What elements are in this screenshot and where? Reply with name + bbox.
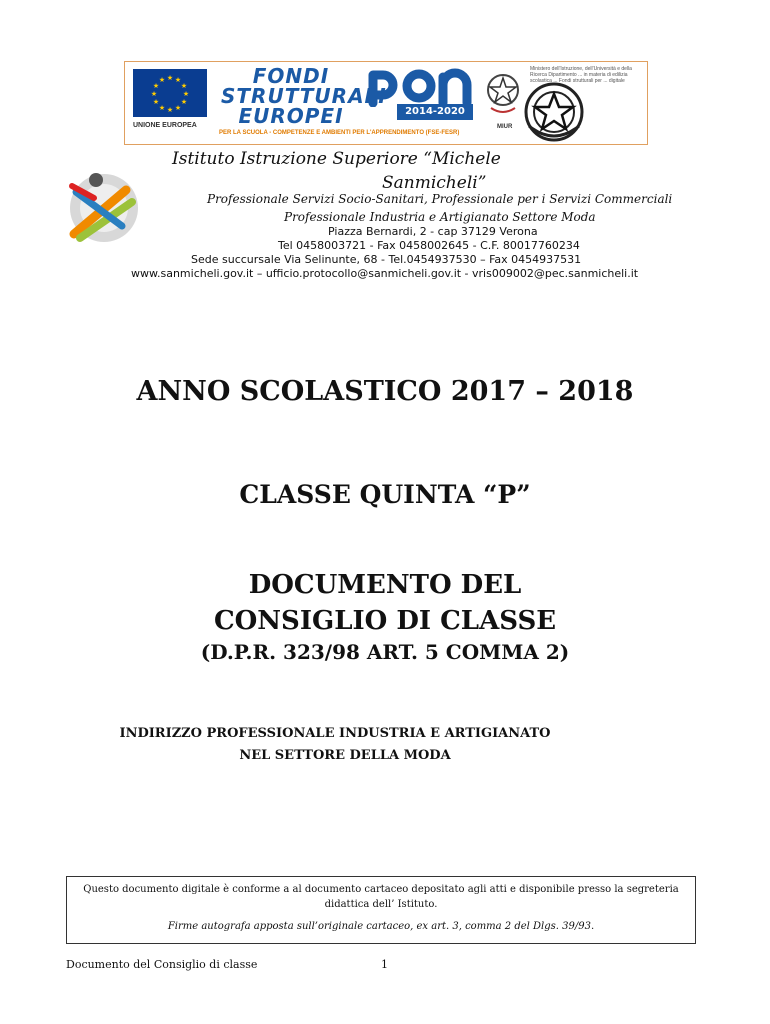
- school-subtitle: Professionale Servizi Socio-Sanitari, Professionale per i Servizi Commerciali: [207, 192, 673, 206]
- svg-text:★: ★: [158, 104, 166, 112]
- svg-text:★: ★: [174, 104, 182, 112]
- svg-text:★: ★: [180, 98, 188, 106]
- svg-text:★: ★: [152, 98, 160, 106]
- svg-text:★: ★: [182, 90, 190, 98]
- fondi-strutturali-logo: [221, 64, 387, 128]
- svg-text:★: ★: [166, 106, 174, 114]
- school-web-emails: www.sanmicheli.gov.it – ufficio.protocollo@sanmicheli.gov.it - vris009002@pec.sanmicheli.it: [131, 267, 639, 280]
- svg-text:★: ★: [150, 90, 158, 98]
- footer-title: Documento del Consiglio di classe: [66, 958, 258, 971]
- ministero-text: Ministero dell'Istruzione, dell'Università e della Ricerca Dipartimento ... in materia di edilizia scolastica ... Fondi strutturali per ... digitale: [530, 66, 632, 84]
- school-name: [172, 147, 502, 195]
- funding-banner: [124, 61, 648, 145]
- school-logo-icon: [66, 168, 148, 246]
- school-subtitle: Professionale Industria e Artigianato Settore Moda: [284, 210, 596, 224]
- conformity-note: [66, 876, 696, 944]
- banner-strip-text: PER LA SCUOLA - COMPETENZE E AMBIENTI PER L'APPRENDIMENTO (FSE-FESR): [219, 130, 460, 136]
- svg-text:★: ★: [166, 74, 174, 82]
- legal-reference: (D.P.R. 323/98 ART. 5 COMMA 2): [200, 640, 570, 664]
- miur-emblem-icon: [519, 80, 589, 144]
- note-line: Questo documento digitale è conforme a al documento cartaceo depositato agli atti e disponibile presso la segreteria: [83, 884, 679, 895]
- document-title-line1: DOCUMENTO DEL: [248, 570, 522, 600]
- republic-emblem-icon: [485, 70, 521, 116]
- svg-text:★: ★: [174, 76, 182, 84]
- eu-label: UNIONE EUROPEA: [133, 122, 197, 129]
- school-name-line1: Istituto Istruzione Superiore “Michele: [172, 149, 501, 169]
- note-signature-line: Firme autografa apposta sull’originale cartaceo, ex art. 3, comma 2 del Dlgs. 39/93.: [167, 921, 595, 932]
- school-branch: Sede succursale Via Selinunte, 68 - Tel.0454937530 – Fax 0454937531: [191, 253, 582, 266]
- school-name-line2: Sanmicheli”: [382, 173, 487, 193]
- document-title-line2: CONSIGLIO DI CLASSE: [213, 606, 557, 636]
- class-title: CLASSE QUINTA “P”: [239, 480, 531, 509]
- pon-years: 2014-2020: [397, 104, 473, 120]
- school-year-title: ANNO SCOLASTICO 2017 – 2018: [136, 376, 634, 407]
- eu-flag-icon: [133, 69, 207, 117]
- indirizzo-line2: NEL SETTORE DELLA MODA: [239, 748, 451, 763]
- miur-label: MIUR: [497, 124, 513, 130]
- school-address: Piazza Bernardi, 2 - cap 37129 Verona: [328, 225, 538, 238]
- indirizzo-line1: INDIRIZZO PROFESSIONALE INDUSTRIA E ARTIGIANATO: [119, 726, 551, 741]
- page-number: 1: [381, 958, 388, 971]
- fondi-line: FONDI: [252, 64, 330, 88]
- fondi-line: STRUTTURALI: [221, 84, 387, 108]
- note-line: didattica dell’ Istituto.: [324, 899, 438, 910]
- fondi-line: EUROPEI: [238, 104, 344, 128]
- svg-text:★: ★: [180, 82, 188, 90]
- svg-text:★: ★: [152, 82, 160, 90]
- svg-text:★: ★: [158, 76, 166, 84]
- school-contacts: Tel 0458003721 - Fax 0458002645 - C.F. 80017760234: [278, 239, 580, 252]
